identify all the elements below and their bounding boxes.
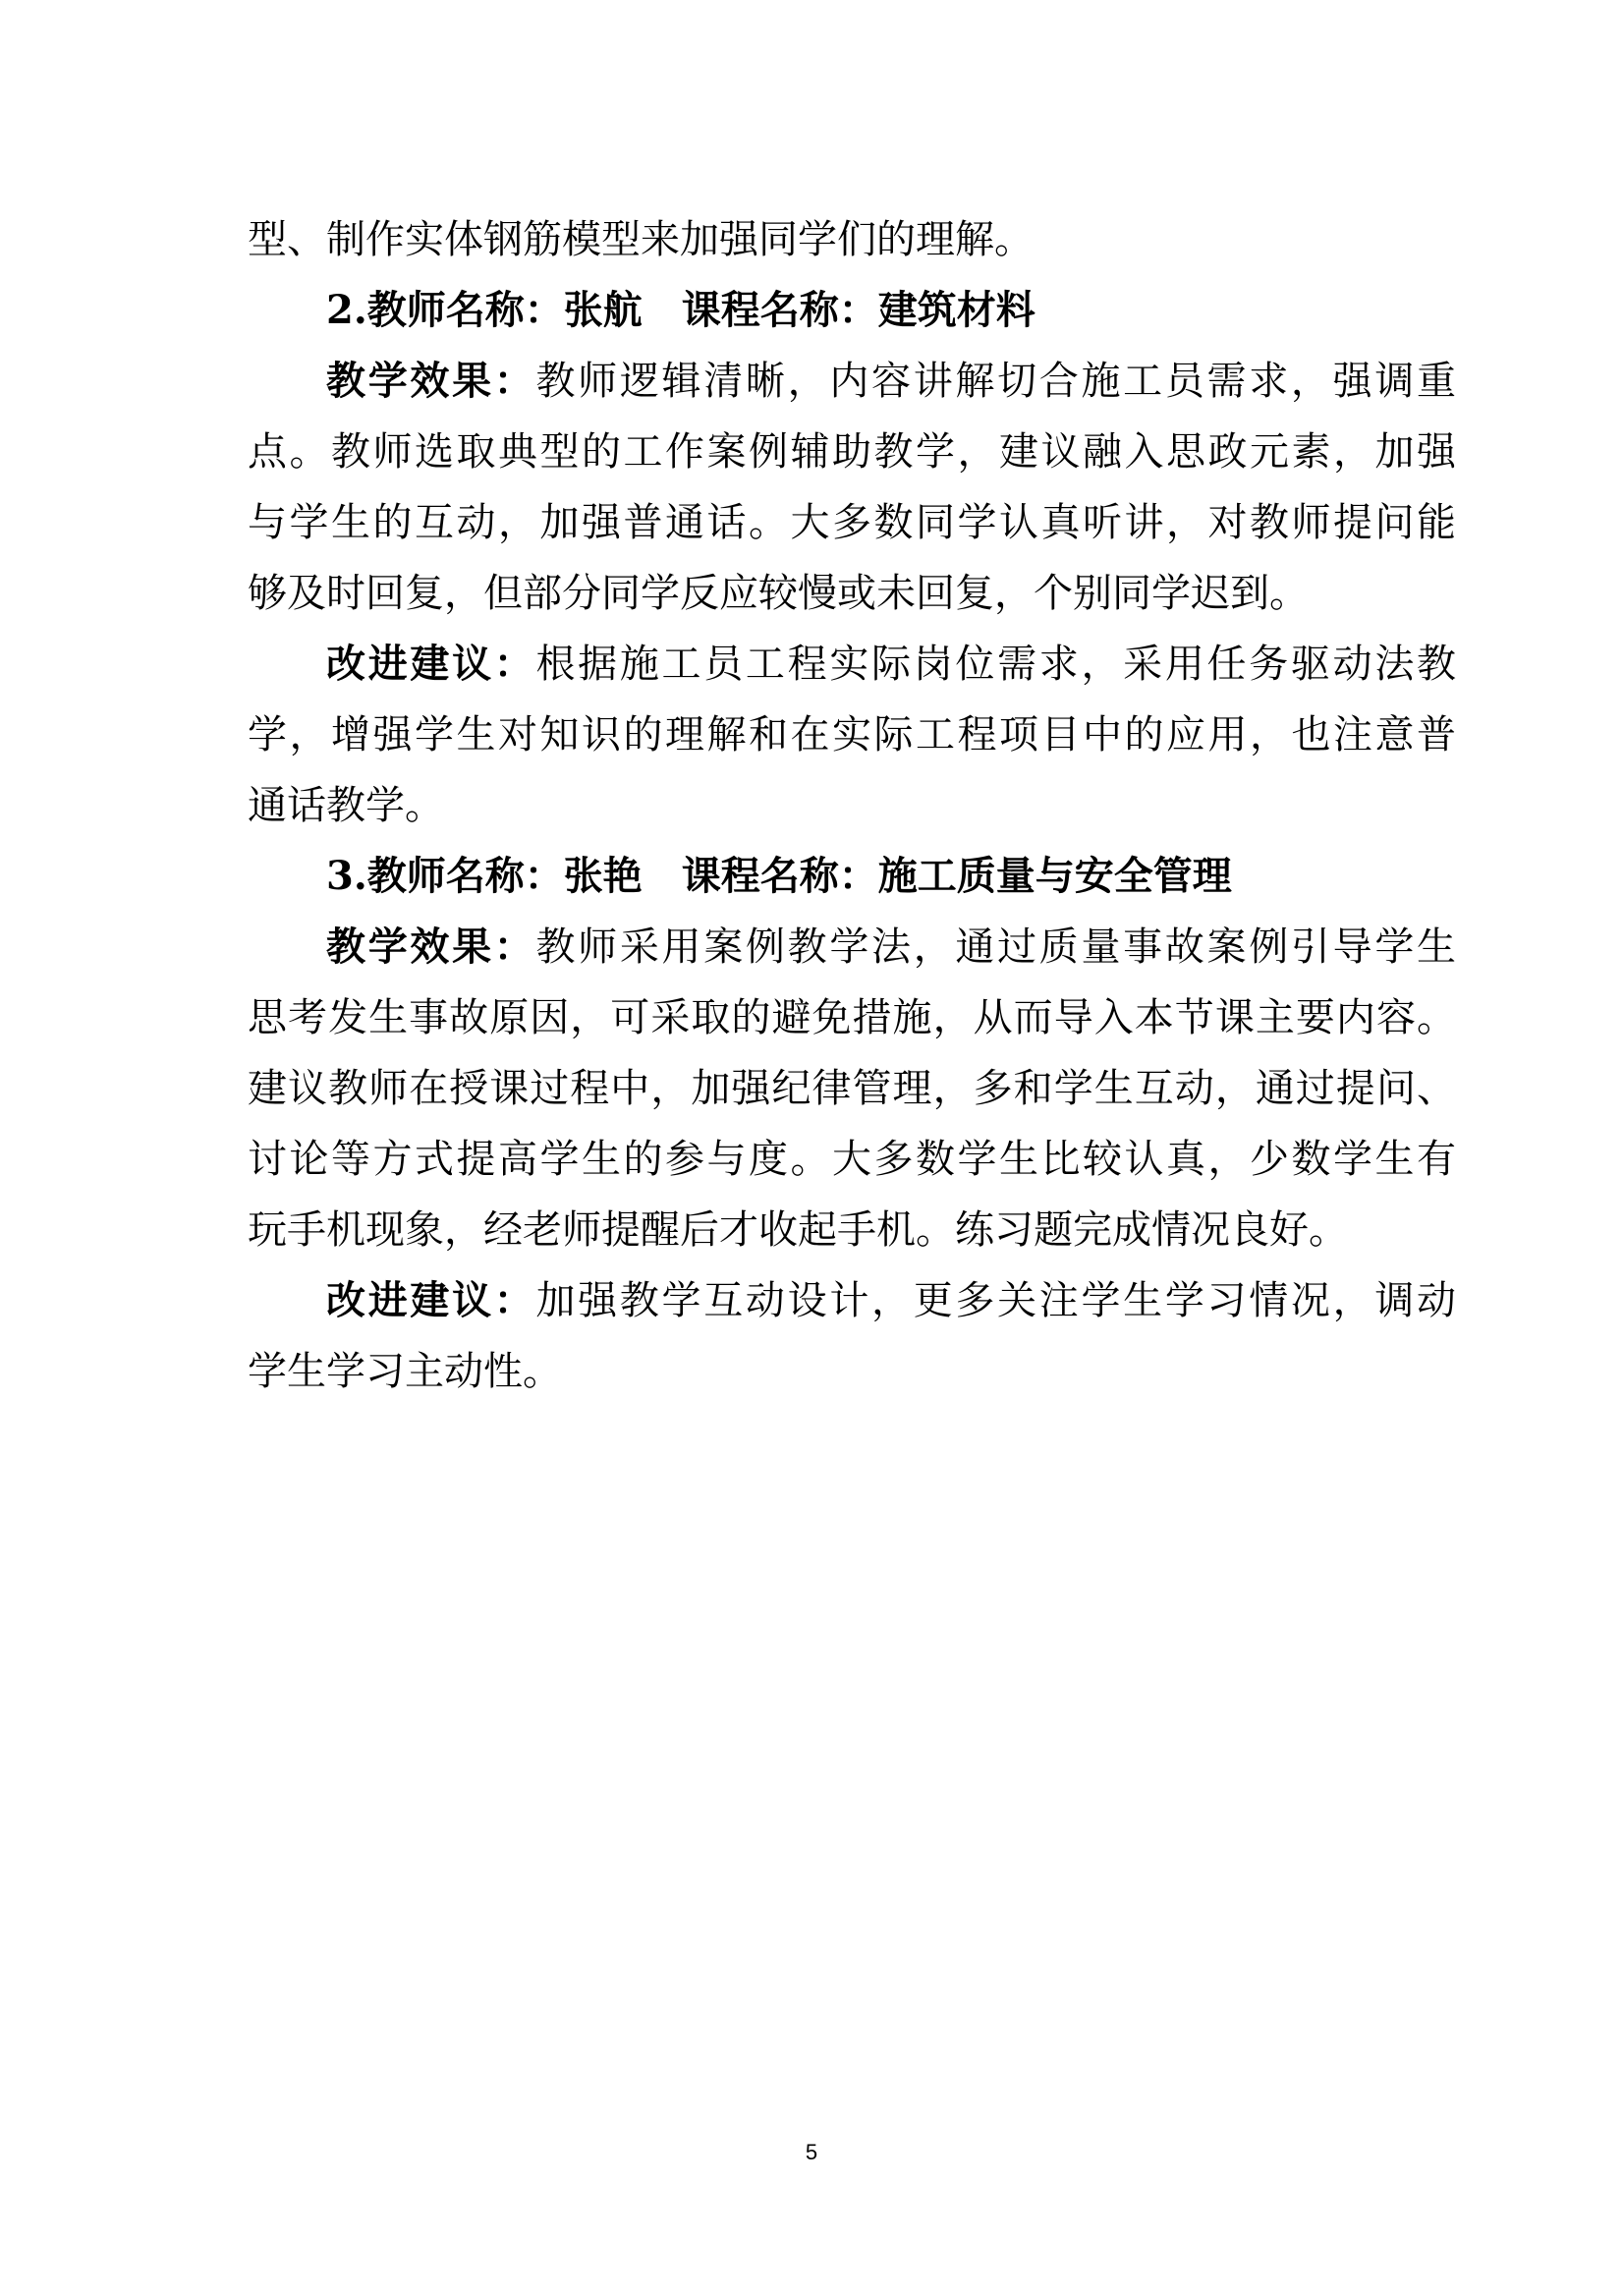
paragraph-line: 通话教学。: [248, 783, 444, 828]
paragraph-line: [248, 1265, 1456, 1336]
paragraph-line: 与学生的互动，加强普通话。大多数同学认真听讲，对教师提问能: [248, 500, 1456, 545]
effect-label: 教学效果：: [326, 924, 536, 970]
course-name: 建筑材料: [877, 287, 1035, 333]
paragraph-line: 玩手机现象，经老师提醒后才收起手机。练习题完成情况良好。: [248, 1207, 1348, 1253]
paragraph-line: 思考发生事故原因，可采取的避免措施，从而导入本节课主要内容。: [248, 995, 1456, 1040]
page-number: 5: [805, 2140, 818, 2164]
effect-text: 教师采用案例教学法，通过质量事故案例引导学生: [535, 924, 1457, 970]
paragraph-line: 学，增强学生对知识的理解和在实际工程项目中的应用，也注意普: [248, 712, 1456, 757]
suggestion-label: 改进建议：: [326, 641, 536, 687]
paragraph-line: [248, 346, 1456, 417]
paragraph-line: 学生学习主动性。: [248, 1349, 562, 1394]
paragraph-line: [248, 629, 1456, 700]
paragraph-line: 讨论等方式提高学生的参与度。大多数学生比较认真，少数学生有: [248, 1137, 1456, 1182]
paragraph-line: 够及时回复，但部分同学反应较慢或未回复，个别同学迟到。: [248, 571, 1309, 616]
paragraph-line: 型、制作实体钢筋模型来加强同学们的理解。: [248, 217, 1034, 262]
suggestion-text: 加强教学互动设计，更多关注学生学习情况，调动: [535, 1278, 1457, 1323]
effect-label: 教学效果：: [326, 358, 536, 404]
paragraph-line: 建议教师在授课过程中，加强纪律管理，多和学生互动，通过提问、: [248, 1066, 1456, 1111]
effect-text: 教师逻辑清晰，内容讲解切合施工员需求，强调重: [535, 359, 1457, 404]
teacher-label: 教师名称：: [366, 853, 564, 899]
course-name: 施工质量与安全管理: [877, 853, 1232, 899]
section-number: 3.: [326, 853, 367, 899]
section-heading: [248, 275, 1456, 346]
course-label: 课程名称：: [681, 853, 878, 899]
teacher-name: 张航: [563, 287, 643, 333]
paragraph-line: 点。教师选取典型的工作案例辅助教学，建议融入思政元素，加强: [248, 429, 1456, 475]
section-heading: [248, 841, 1456, 912]
paragraph-line: [248, 912, 1456, 982]
section-number: 2.: [326, 287, 367, 333]
document-body: [248, 204, 1456, 1407]
teacher-name: 张艳: [563, 853, 643, 899]
teacher-label: 教师名称：: [366, 287, 564, 333]
suggestion-text: 根据施工员工程实际岗位需求，采用任务驱动法教: [535, 642, 1457, 687]
course-label: 课程名称：: [681, 287, 878, 333]
suggestion-label: 改进建议：: [326, 1277, 536, 1323]
